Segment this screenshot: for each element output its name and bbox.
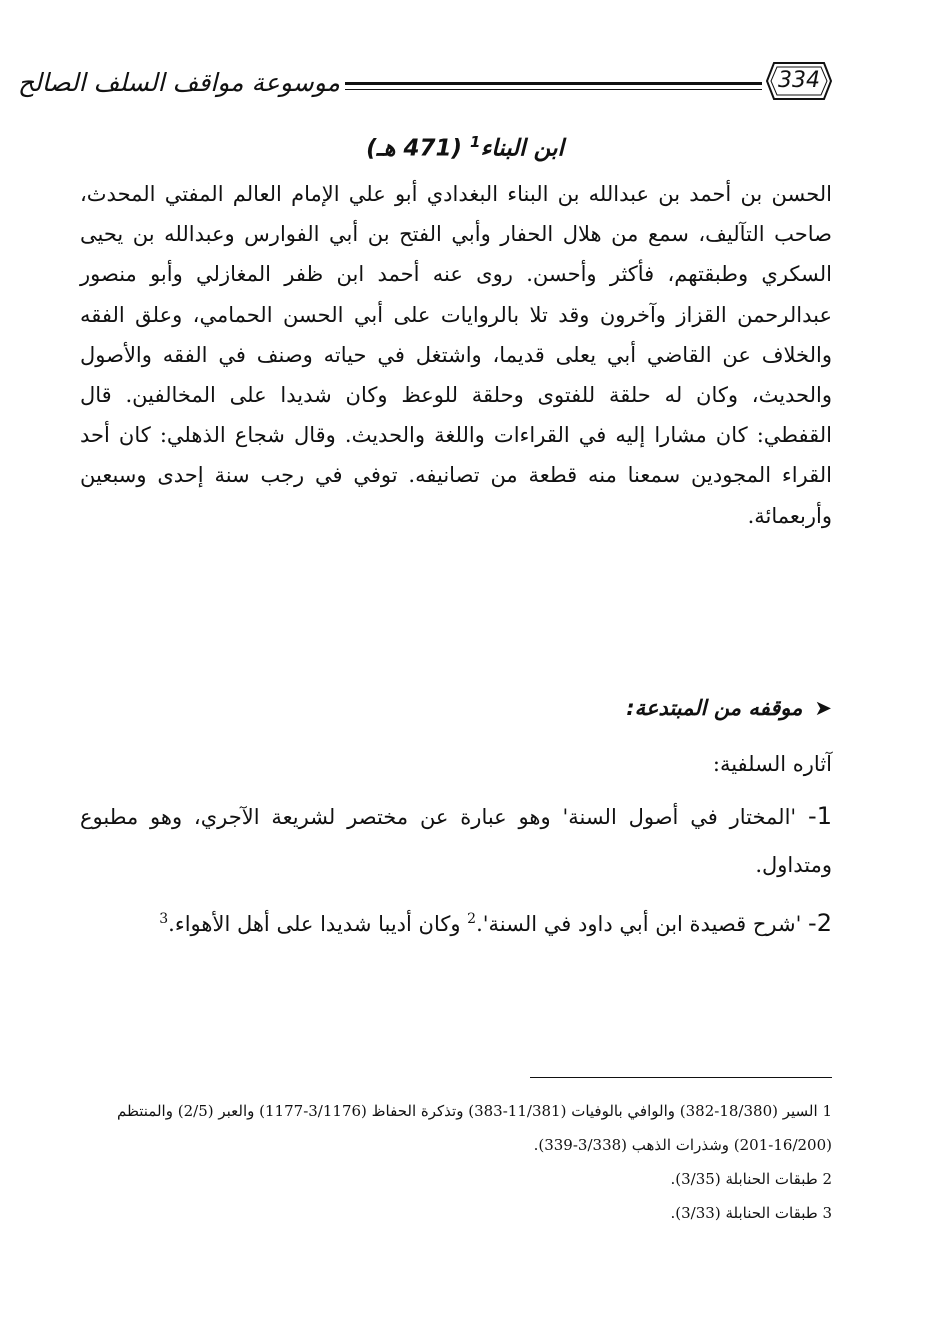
footnote: [86, 1162, 832, 1196]
running-header: [17, 60, 840, 110]
footnote-ref: 2: [467, 911, 477, 927]
works-section: [80, 742, 832, 954]
list-item-number: 1-: [808, 802, 832, 830]
header-rule-thick: [345, 82, 762, 85]
footnote-marker: 1: [822, 1102, 832, 1120]
footnote: [86, 1094, 832, 1162]
stance-heading: [80, 690, 832, 726]
footnote-divider: [530, 1077, 832, 1078]
list-item: [80, 895, 832, 948]
footnote-ref: 1: [470, 133, 481, 151]
biography-paragraph: الحسن بن أحمد بن عبدالله بن البناء البغدادي أبو علي الإمام العالم المفتي المحدث، صاحب التآليف، سمع من هلال الحفار وأبي الفتح بن أبي الفوارس وعبدالله بن يحيى السكري وطبقتهم، فأكثر وأحسن. روى عنه أحمد ابن ظفر المغازلي وأبو منصور عبدالرحمن القزاز وآخرون وقد تلا بالروايات على أبي الحسن الحمامي، وعلق الفقه والخلاف عن القاضي أبي يعلى قديما، واشتغل في حياته وصنف في الفقه والأصول والحديث، وكان له حلقة للفتوى وحلقة للوعظ وكان شديدا على المخالفين. قال القفطي: كان مشارا إليه في القراءات واللغة والحديث. وقال شجاع الذهلي: كان أحد القراء المجودين سمعنا منه قطعة من تصانيفه. توفي في رجب سنة إحدى وسبعين وأربعمائة.: [80, 182, 832, 528]
footnotes: [86, 1094, 832, 1230]
footnote-text: طبقات الحنابلة (3/33).: [670, 1204, 818, 1222]
page-number: 334: [778, 68, 820, 93]
footnote-text: السير (18/380-382) والوافي بالوفيات (11/381-383) وتذكرة الحفاظ (3/1176-1177) والعبر (2/5) والمنتظم (16/200-201) وشذرات الذهب (3/338-339).: [116, 1102, 832, 1154]
stance-heading-text: موقفه من المبتدعة:: [626, 696, 803, 720]
arrow-left-icon: ➤: [814, 696, 832, 720]
entry-title: [80, 122, 850, 169]
page-number-badge: [764, 60, 834, 102]
list-item-text: 'المختار في أصول السنة' وهو عبارة عن مختصر لشريعة الآجري، وهو مطبوع ومتداول.: [80, 805, 832, 877]
footnote-marker: 2: [822, 1170, 832, 1188]
series-title: موسوعة مواقف السلف الصالح: [17, 68, 340, 97]
list-item: [80, 792, 832, 889]
footnote-text: طبقات الحنابلة (3/35).: [670, 1170, 818, 1188]
works-heading: آثاره السلفية:: [712, 752, 832, 776]
list-item-number: 2-: [808, 909, 832, 937]
entry-date: (471 هـ): [366, 135, 463, 162]
biography-body: [80, 174, 832, 536]
entry-name: ابن البناء: [480, 135, 564, 162]
footnote: [86, 1196, 832, 1230]
list-item-text-continued: وكان أديبا شديدا على أهل الأهواء.: [168, 912, 468, 936]
footnote-marker: 3: [822, 1204, 832, 1222]
list-item-text: 'شرح قصيدة ابن أبي داود في السنة'.: [476, 912, 802, 936]
footnote-ref: 3: [159, 911, 169, 927]
header-rule-thin: [345, 89, 762, 90]
